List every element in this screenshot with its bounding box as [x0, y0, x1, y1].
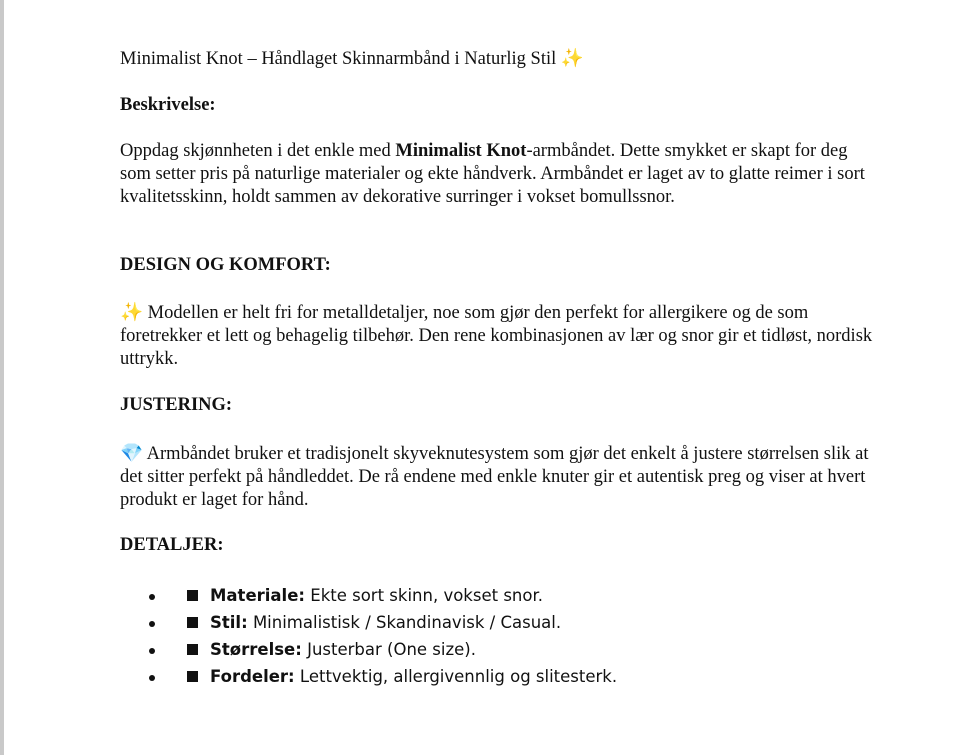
description-text-start: Oppdag skjønnheten i det enkle med: [120, 141, 396, 161]
page-left-border: [0, 0, 4, 755]
square-bullet-icon: [187, 644, 198, 655]
detail-value: Lettvektig, allergivennlig og slitesterk.: [299, 667, 618, 686]
adjust-text: Armbåndet bruker et tradisjonelt skyveknutesystem som gjør det enkelt å justere størrelsen slik at det sitter perfekt på håndleddet. De rå endene med enkle knuter gir et autentisk preg og viser at hvert produkt er laget for hånd.: [120, 444, 869, 510]
detail-label: Fordeler:: [210, 667, 295, 686]
list-item: [120, 636, 617, 663]
detail-label: Stil:: [210, 613, 248, 632]
details-list: [120, 582, 617, 690]
detail-value: Ekte sort skinn, vokset snor.: [310, 586, 543, 605]
bullet-dot: [149, 648, 155, 654]
list-item: [120, 663, 617, 690]
design-paragraph: [120, 302, 880, 371]
design-text: Modellen er helt fri for metalldetaljer, noe som gjør den perfekt for allergikere og de som foretrekker et lett og behagelig tilbehør. Den rene kombinasjonen av lær og snor gir et tidløst, nordisk uttrykk.: [120, 303, 873, 369]
gem-icon: 💎: [120, 444, 144, 464]
list-item: [120, 582, 617, 609]
square-bullet-icon: [187, 671, 198, 682]
document-title: [120, 48, 880, 71]
bullet-dot: [149, 675, 155, 681]
detail-value: Justerbar (One size).: [307, 640, 476, 659]
product-name: Minimalist Knot: [395, 141, 527, 161]
detail-label: Materiale:: [210, 586, 306, 605]
square-bullet-icon: [187, 617, 198, 628]
square-bullet-icon: [187, 590, 198, 601]
detail-value: Minimalistisk / Skandinavisk / Casual.: [252, 613, 562, 632]
design-heading: DESIGN OG KOMFORT:: [120, 255, 331, 275]
details-heading: DETALJER:: [120, 535, 224, 555]
sparkle-icon: ✨: [560, 49, 584, 69]
description-heading: Beskrivelse:: [120, 95, 216, 115]
title-text: Minimalist Knot – Håndlaget Skinnarmbånd i Naturlig Stil: [120, 49, 557, 69]
list-item: [120, 609, 617, 636]
description-paragraph: [120, 140, 880, 209]
adjust-paragraph: [120, 443, 880, 512]
bullet-dot: [149, 594, 155, 600]
sparkle-icon: ✨: [120, 303, 144, 323]
detail-label: Størrelse:: [210, 640, 302, 659]
bullet-dot: [149, 621, 155, 627]
description-text-end: -armbåndet. Dette smykket er skapt for deg som setter pris på naturlige materialer og ekte håndverk. Armbåndet er laget av to glatte reimer i sort kvalitetsskinn, holdt sammen av dekorative surringer i vokset bomullssnor.: [120, 141, 865, 207]
adjust-heading: JUSTERING:: [120, 395, 233, 415]
